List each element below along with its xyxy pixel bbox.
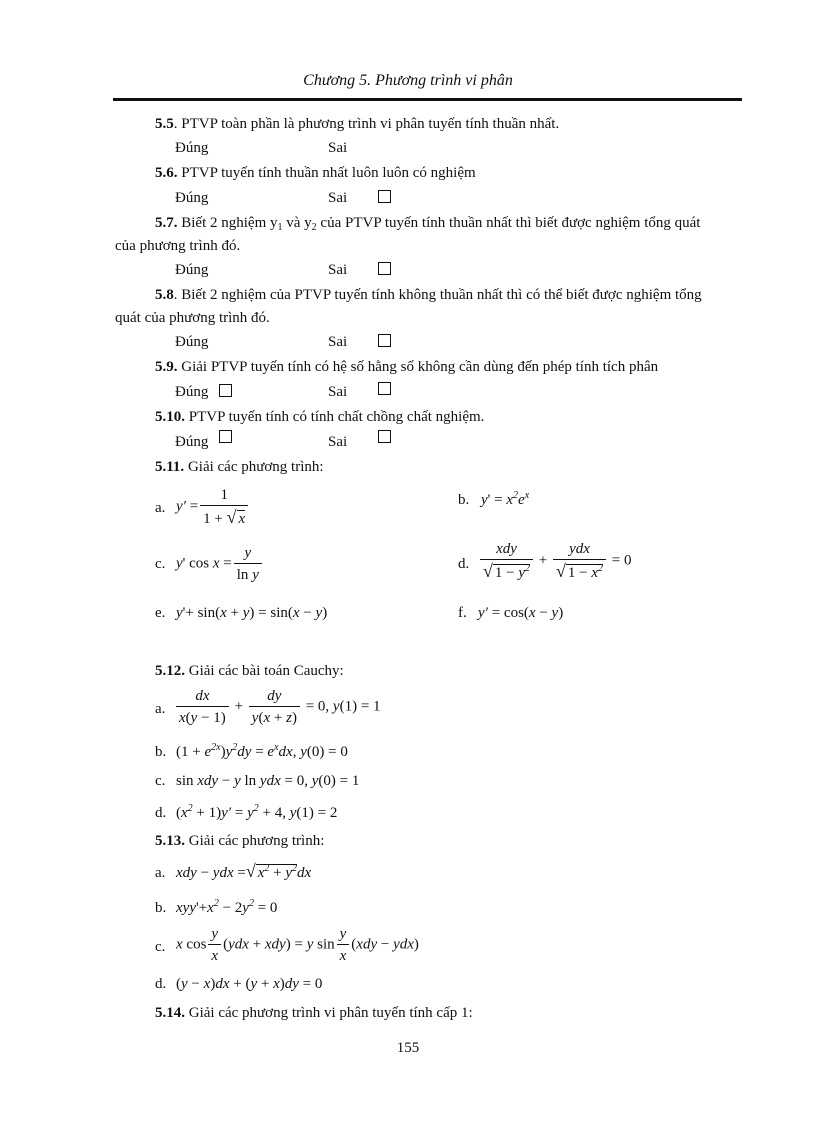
question-number: 5.5 bbox=[155, 116, 174, 132]
question-5-8 bbox=[155, 286, 702, 304]
item-label: b. bbox=[155, 744, 167, 760]
answer-false-label: Sai bbox=[328, 334, 348, 350]
question-5-6 bbox=[155, 164, 476, 182]
item-label: c. bbox=[155, 939, 166, 955]
equation-5-11-e: y'+ sin(x + y) = sin(x − y) bbox=[176, 605, 328, 621]
answer-true-label: Đúng bbox=[175, 434, 209, 450]
subscript: 1 bbox=[277, 222, 283, 233]
question-number: 5.13. bbox=[155, 833, 185, 849]
question-number: 5.11. bbox=[155, 459, 185, 475]
subscript: 2 bbox=[311, 222, 317, 233]
question-5-11 bbox=[155, 458, 324, 476]
equation-5-12-d: $(x^2 + 1)y' = y^2 + 4$, y(1) = 2 bbox=[176, 803, 338, 821]
item-label: d. bbox=[458, 556, 470, 572]
answer-false-label: Sai bbox=[328, 190, 348, 206]
question-5-12 bbox=[155, 662, 344, 680]
equation-5-11-b: $y' = x^2e^x$ bbox=[481, 490, 530, 508]
question-text: PTVP tuyến tính có tính chất chồng chất nghiệm. bbox=[185, 409, 485, 425]
question-5-7 bbox=[155, 214, 700, 232]
question-number: 5.9. bbox=[155, 359, 178, 375]
chapter-header: Chương 5. Phương trình vi phân bbox=[303, 72, 513, 89]
equation-5-13-a: xdy − ydx =√ $x^2 + y^2dx$ bbox=[176, 861, 312, 881]
question-5-10 bbox=[155, 408, 484, 426]
checkbox-true[interactable] bbox=[219, 430, 232, 443]
item-label: a. bbox=[155, 701, 166, 717]
question-5-8-line2: quát của phương trình đó. bbox=[115, 310, 270, 326]
answer-false-label: Sai bbox=[328, 262, 348, 278]
question-text: . PTVP toàn phần là phương trình vi phân tuyến tính thuần nhất. bbox=[173, 116, 560, 132]
checkbox-true[interactable] bbox=[219, 384, 232, 397]
question-5-7-line2: của phương trình đó. bbox=[115, 238, 241, 254]
item-label: c. bbox=[155, 556, 166, 572]
answer-true-label: Đúng bbox=[175, 384, 209, 400]
question-number: 5.6. bbox=[155, 165, 178, 181]
question-number: 5.10. bbox=[155, 409, 185, 425]
item-label: e. bbox=[155, 605, 166, 621]
question-text: Giải các phương trình vi phân tuyến tính cấp 1: bbox=[185, 1005, 473, 1021]
question-5-9 bbox=[155, 358, 658, 376]
item-label: a. bbox=[155, 500, 166, 516]
equation-5-13-d: (y − x)dx + (y + x)dy = 0 bbox=[176, 976, 323, 992]
question-number: 5.12. bbox=[155, 663, 185, 679]
question-number: 5.14. bbox=[155, 1005, 185, 1021]
checkbox-false[interactable] bbox=[378, 382, 391, 395]
checkbox-false[interactable] bbox=[378, 334, 391, 347]
item-label: c. bbox=[155, 773, 166, 789]
equation-5-12-a: $\frac{dx}{x(y - 1)}$ + $\frac{dy}{y(x + z)}$ = 0, y(1) = 1 bbox=[174, 687, 381, 727]
question-text: của PTVP tuyến tính thuần nhất thì biết được nghiệm tổng quát bbox=[316, 215, 701, 231]
item-label: a. bbox=[155, 865, 166, 881]
question-text: Giải các phương trình: bbox=[185, 833, 325, 849]
question-number: 5.8 bbox=[155, 287, 174, 303]
answer-false-label: Sai bbox=[328, 384, 348, 400]
question-text: Biết 2 nghiệm y bbox=[177, 215, 278, 231]
answer-false-label: Sai bbox=[328, 140, 348, 156]
answer-true-label: Đúng bbox=[175, 262, 209, 278]
question-text: Giải các phương trình: bbox=[184, 459, 324, 475]
checkbox-false[interactable] bbox=[378, 262, 391, 275]
equation-5-11-d: $\frac{\text{xdy}}{√ 1 - y^2}$ + $\frac{\text{ydx}}{√ 1 - x^2}$ = 0 bbox=[478, 540, 632, 582]
equation-5-12-b: $(1 + e^{2x})y^2dy = e^xdx$, y(0) = 0 bbox=[176, 742, 348, 760]
question-text: . Biết 2 nghiệm của PTVP tuyến tính không thuần nhất thì có thể biết được nghiệm tổng bbox=[173, 287, 702, 303]
question-text: Giải PTVP tuyến tính có hệ số hằng số không cần dùng đến phép tính tích phân bbox=[177, 359, 659, 375]
item-label: f. bbox=[458, 605, 467, 621]
equation-5-11-f: y′ = cos(x − y) bbox=[478, 605, 564, 621]
question-5-13 bbox=[155, 832, 324, 850]
equation-5-13-c: x cos $\frac{y}{x}$ (ydx + xdy) = y sin $\frac{y}{x}$ (xdy − ydx) bbox=[176, 926, 419, 964]
item-label: b. bbox=[458, 492, 470, 508]
question-text: và y bbox=[282, 215, 312, 231]
answer-true-label: Đúng bbox=[175, 334, 209, 350]
page-number: 155 bbox=[396, 1040, 420, 1056]
equation-5-11-c: y' cos x = $\frac{y}{\text{ln y}}$ bbox=[176, 544, 264, 584]
equation-5-12-c: sin xdy − y ln ydx = 0, y(0) = 1 bbox=[176, 773, 360, 789]
header-rule bbox=[113, 98, 742, 101]
item-label: d. bbox=[155, 976, 167, 992]
checkbox-false[interactable] bbox=[378, 190, 391, 203]
question-5-14 bbox=[155, 1004, 473, 1022]
equation-5-13-b: $xyy'+x^2 - 2y^2 = 0$ bbox=[176, 898, 278, 916]
question-text: PTVP tuyến tính thuần nhất luôn luôn có nghiệm bbox=[177, 165, 476, 181]
question-text: Giải các bài toán Cauchy: bbox=[185, 663, 344, 679]
question-5-5 bbox=[155, 115, 559, 133]
answer-false-label: Sai bbox=[328, 434, 348, 450]
answer-true-label: Đúng bbox=[175, 190, 209, 206]
checkbox-false[interactable] bbox=[378, 430, 391, 443]
question-number: 5.7. bbox=[155, 215, 178, 231]
equation-5-11-a: y′ = $\frac{1}{1 + √ x}$ bbox=[176, 486, 250, 528]
item-label: d. bbox=[155, 805, 167, 821]
answer-true-label: Đúng bbox=[175, 140, 209, 156]
item-label: b. bbox=[155, 900, 167, 916]
